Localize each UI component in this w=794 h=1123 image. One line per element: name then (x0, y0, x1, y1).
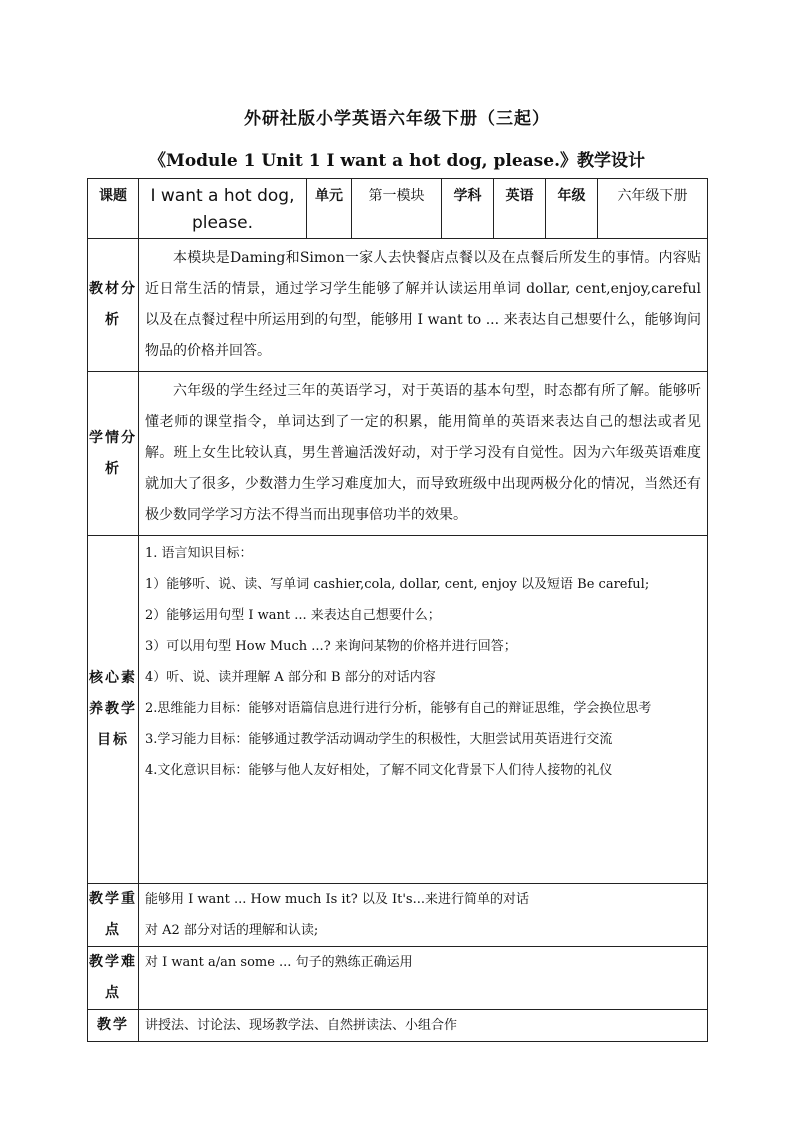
key-points-row (88, 884, 708, 947)
goal-item: 1. 语言知识目标： (145, 546, 253, 561)
material-cell (139, 239, 708, 372)
unit-label: 单元 (307, 179, 352, 239)
subject-label: 学科 (442, 179, 494, 239)
topic-label: 课题 (88, 179, 139, 239)
goal-item: 2）能够运用句型 I want ... 来表达自己想要什么； (145, 608, 441, 623)
goal-item: 3）可以用句型 How Much ...? 来询问某物的价格并进行回答； (145, 639, 517, 654)
methods-label: 教学 (88, 1010, 139, 1042)
topic-value: I want a hot dog, please. (139, 179, 307, 239)
key-points-cell (139, 884, 708, 947)
methods-row (88, 1010, 708, 1042)
subject-value: 英语 (494, 179, 546, 239)
key-point-item: 对 A2 部分对话的理解和认读; (145, 923, 319, 938)
students-row (88, 372, 708, 536)
goal-item: 1）能够听、说、读、写单词 cashier,cola, dollar, cent, enjoy 以及短语 Be careful; (145, 577, 650, 592)
goal-item: 2.思维能力目标：能够对语篇信息进行进行分析，能够有自己的辩证思维，学会换位思考 (145, 701, 652, 716)
students-cell (139, 372, 708, 536)
difficulty-item: 对 I want a/an some ... 句子的熟练正确运用 (145, 955, 413, 970)
goals-label: 核心素养教学目标 (88, 536, 139, 884)
key-point-item: 能够用 I want ... How much Is it? 以及 It's...来进行简单的对话 (145, 892, 530, 907)
grade-label: 年级 (546, 179, 598, 239)
goal-item: 3.学习能力目标：能够通过教学活动调动学生的积极性，大胆尝试用英语进行交流 (145, 732, 613, 747)
document-subtitle: 《Module 1 Unit 1 I want a hot dog, please.》教学设计 (149, 151, 645, 171)
key-points-label: 教学重点 (88, 884, 139, 947)
difficulties-label: 教学难点 (88, 947, 139, 1010)
students-text: 六年级的学生经过三年的英语学习，对于英语的基本句型，时态都有所了解。能够听懂老师的课堂指令，单词达到了一定的积累，能用简单的英语来表达自己的想法或者见解。班上女生比较认真，男生普遍活泼好动，对于学习没有自觉性。因为六年级英语难度就加大了很多，少数潜力生学习难度加大，而导致班级中出现两极分化的情况，当然还有极少数同学学习方法不得当而出现事倍功半的效果。 (145, 383, 701, 523)
header-row (88, 179, 708, 239)
material-label: 教材分析 (88, 239, 139, 372)
goal-item: 4.文化意识目标：能够与他人友好相处，了解不同文化背景下人们待人接物的礼仪 (145, 763, 613, 778)
material-row (88, 239, 708, 372)
goals-cell (139, 536, 708, 884)
goal-item: 4）听、说、读并理解 A 部分和 B 部分的对话内容 (145, 670, 436, 685)
difficulties-cell (139, 947, 708, 1010)
lesson-plan-table (87, 178, 708, 1042)
methods-text: 讲授法、讨论法、现场教学法、自然拼读法、小组合作 (145, 1018, 458, 1033)
grade-value: 六年级下册 (598, 179, 708, 239)
difficulties-row (88, 947, 708, 1010)
document-title: 外研社版小学英语六年级下册（三起） (244, 109, 550, 129)
material-text: 本模块是Daming和Simon一家人去快餐店点餐以及在点餐后所发生的事情。内容贴近日常生活的情景，通过学习学生能够了解并认读运用单词 dollar, cent,enjoy,careful 以及在点餐过程中所运用到的句型，能够用 I want to ... 来表达自己想要什么，能够询问物品的价格并回答。 (145, 250, 701, 359)
goals-row (88, 536, 708, 884)
methods-cell (139, 1010, 708, 1042)
unit-value: 第一模块 (352, 179, 442, 239)
students-label: 学情分析 (88, 372, 139, 536)
